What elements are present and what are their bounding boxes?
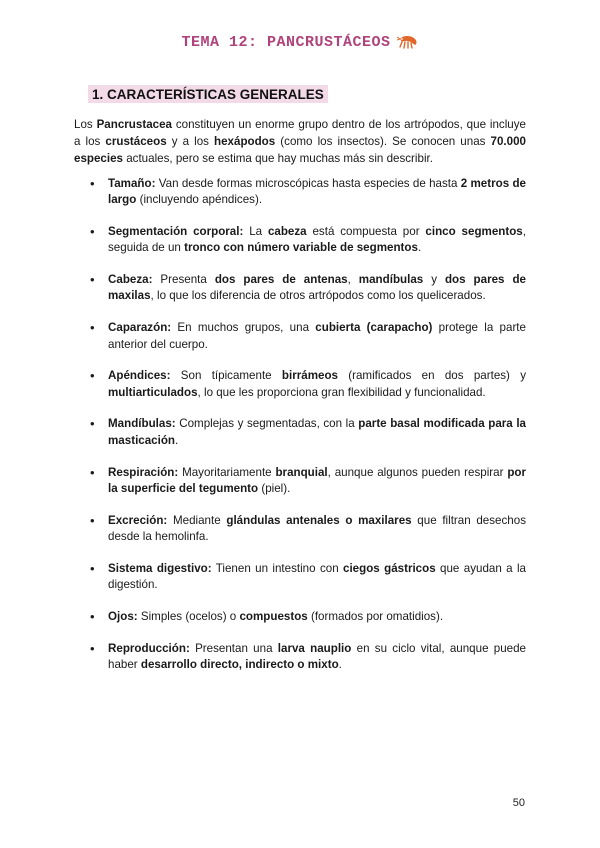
list-item-respiracion: • Respiración: Mayoritariamente branquial, aunque algunos pueden respirar por la superficie del tegumento (piel).: [108, 465, 526, 498]
list-item-sistema-digestivo: • Sistema digestivo: Tienen un intestino con ciegos gástricos que ayudan a la digestión.: [108, 561, 526, 594]
list-item-cabeza: • Cabeza: Presenta dos pares de antenas, mandíbulas y dos pares de maxilas, lo que los diferencia de otros artrópodos como los quelicerados.: [108, 272, 526, 305]
section-heading: 1. CARACTERÍSTICAS GENERALES: [88, 85, 328, 103]
intro-paragraph: Los Pancrustacea constituyen un enorme grupo dentro de los artrópodos, que incluye a los crustáceos y a los hexápodos (como los insectos). Se conocen unas 70.000 especies actuales, pero se estima que hay muchas más sin describir.: [74, 118, 526, 165]
list-item-excrecion: • Excreción: Mediante glándulas antenales o maxilares que filtran desechos desde la hemolinfa.: [108, 513, 526, 546]
list-item-ojos: • Ojos: Simples (ocelos) o compuestos (formados por omatidios).: [108, 609, 526, 625]
list-item-segmentacion: • Segmentación corporal: La cabeza está compuesta por cinco segmentos, seguida de un tronco con número variable de segmentos.: [108, 224, 526, 257]
list-item-tamano: • Tamaño: Van desde formas microscópicas hasta especies de hasta 2 metros de largo (incluyendo apéndices).: [108, 176, 526, 209]
shrimp-icon: [397, 34, 419, 50]
list-item-caparazon: • Caparazón: En muchos grupos, una cubierta (carapacho) protege la parte anterior del cuerpo.: [108, 320, 526, 353]
characteristics-list: [0, 176, 600, 689]
list-item-mandibulas: • Mandíbulas: Complejas y segmentadas, con la parte basal modificada para la masticación.: [108, 416, 526, 449]
page-title: [0, 34, 600, 51]
list-item-apendices: • Apéndices: Son típicamente birrámeos (ramificados en dos partes) y multiarticulados, lo que les proporciona gran flexibilidad y funcionalidad.: [108, 368, 526, 401]
page-title-text: TEMA 12: PANCRUSTÁCEOS: [181, 34, 391, 51]
page-number: 50: [512, 797, 525, 809]
list-item-reproduccion: • Reproducción: Presentan una larva nauplio en su ciclo vital, aunque puede haber desarrollo directo, indirecto o mixto.: [108, 641, 526, 674]
